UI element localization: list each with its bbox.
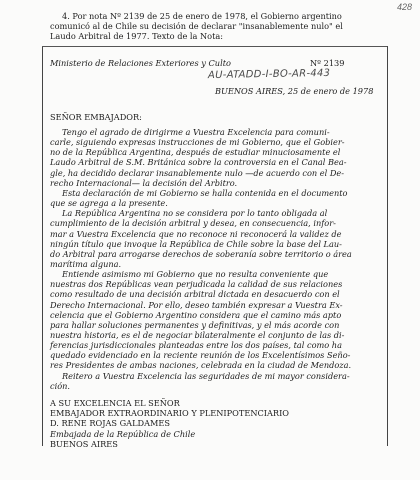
handwritten-reference: AU-ATADD-I-BO-AR-443	[207, 67, 331, 82]
body-line: ción.	[50, 380, 71, 391]
body-line: quedado evidenciado en la reciente reunión de los Excelentísimos Seño-	[50, 350, 351, 361]
corner-page-mark: 428	[396, 2, 412, 12]
right-margin-rule	[387, 46, 388, 446]
body-line: La República Argentina no se considera por lo tanto obligada al	[62, 208, 328, 219]
body-line: res Presidentes de ambas naciones, celebrada en la ciudad de Mendoza.	[50, 360, 352, 371]
body-line: ningún título que invoque la República de Chile sobre la base del Lau-	[50, 238, 342, 249]
body-line: nuestras dos Repúblicas vean perjudicada la calidad de sus relaciones	[50, 279, 343, 290]
body-line: marítima alguna.	[50, 258, 122, 269]
body-line: Derecho Internacional. Por ello, deseo también expresar a Vuestra Ex-	[50, 299, 343, 310]
body-line: como resultado de una decisión arbitral dictada en desacuerdo con el	[50, 289, 340, 300]
body-line: Tengo el agrado de dirigirme a Vuestra Excelencia para comuni-	[62, 127, 330, 137]
body-line: para hallar soluciones permanentes y definitivas, y el más acorde con	[50, 319, 340, 330]
addressee-line: D. RENE ROJAS GALDAMES	[50, 418, 170, 429]
ministry-heading: Ministerio de Relaciones Exteriores y Culto	[50, 58, 231, 68]
left-margin-rule	[42, 46, 43, 446]
body-line: Esta declaración de mi Gobierno se halla contenida en el documento	[62, 187, 348, 198]
body-line: ferencias jurisdiccionales planteadas entre los dos países, tal como ha	[50, 340, 342, 351]
top-frame-rule	[42, 46, 387, 47]
body-line: gle, ha decidido declarar insanablemente nulo —de acuerdo con el De-	[50, 167, 345, 178]
body-line: celencia que el Gobierno Argentino considera que el camino más apto	[50, 309, 342, 320]
header-line-3: Laudo Arbitral de 1977. Texto de la Nota:	[50, 31, 224, 41]
place-date: BUENOS AIRES, 25 de enero de 1978	[215, 86, 374, 96]
addressee-line: EMBAJADOR EXTRAORDINARIO Y PLENIPOTENCIARIO	[50, 408, 290, 419]
addressee-line: Embajada de la República de Chile	[50, 428, 196, 439]
body-line: no de la República Argentina, después de estudiar minuciosamente el	[50, 147, 341, 158]
body-line: nuestra historia, es el de negociar bilateralmente el conjunto de las di-	[50, 330, 345, 340]
body-line: Laudo Arbitral de S.M. Británica sobre la controversia en el Canal Bea-	[50, 157, 347, 168]
header-line-2: comunicó al de Chile su decisión de declarar "insanablemente nulo" el	[50, 21, 343, 31]
body-line: Entiende asimismo mi Gobierno que no resulta conveniente que	[62, 269, 329, 280]
body-line: recho Internacional— la decisión del Arbitro.	[50, 177, 238, 188]
salutation: SEÑOR EMBAJADOR:	[50, 112, 142, 122]
addressee-line: BUENOS AIRES	[50, 438, 118, 449]
body-line: que se agrega a la presente.	[50, 198, 168, 209]
body-line: mar a Vuestra Excelencia que no reconoce ni reconocerá la validez de	[50, 228, 342, 239]
body-line: carle, siguiendo expresas instrucciones de mi Gobierno, que el Gobier-	[50, 137, 345, 148]
addressee-line: A SU EXCELENCIA EL SEÑOR	[50, 398, 180, 408]
header-line-1: 4. Por nota Nº 2139 de 25 de enero de 1978, el Gobierno argentino	[62, 11, 342, 21]
body-line: cumplimiento de la decisión arbitral y desea, en consecuencia, infor-	[50, 218, 336, 229]
body-line: do Arbitral para arrogarse derechos de soberanía sobre territorio o área	[50, 248, 352, 259]
body-line: Reitero a Vuestra Excelencia las seguridades de mi mayor considera-	[62, 370, 350, 381]
note-number: Nº 2139	[310, 58, 345, 68]
